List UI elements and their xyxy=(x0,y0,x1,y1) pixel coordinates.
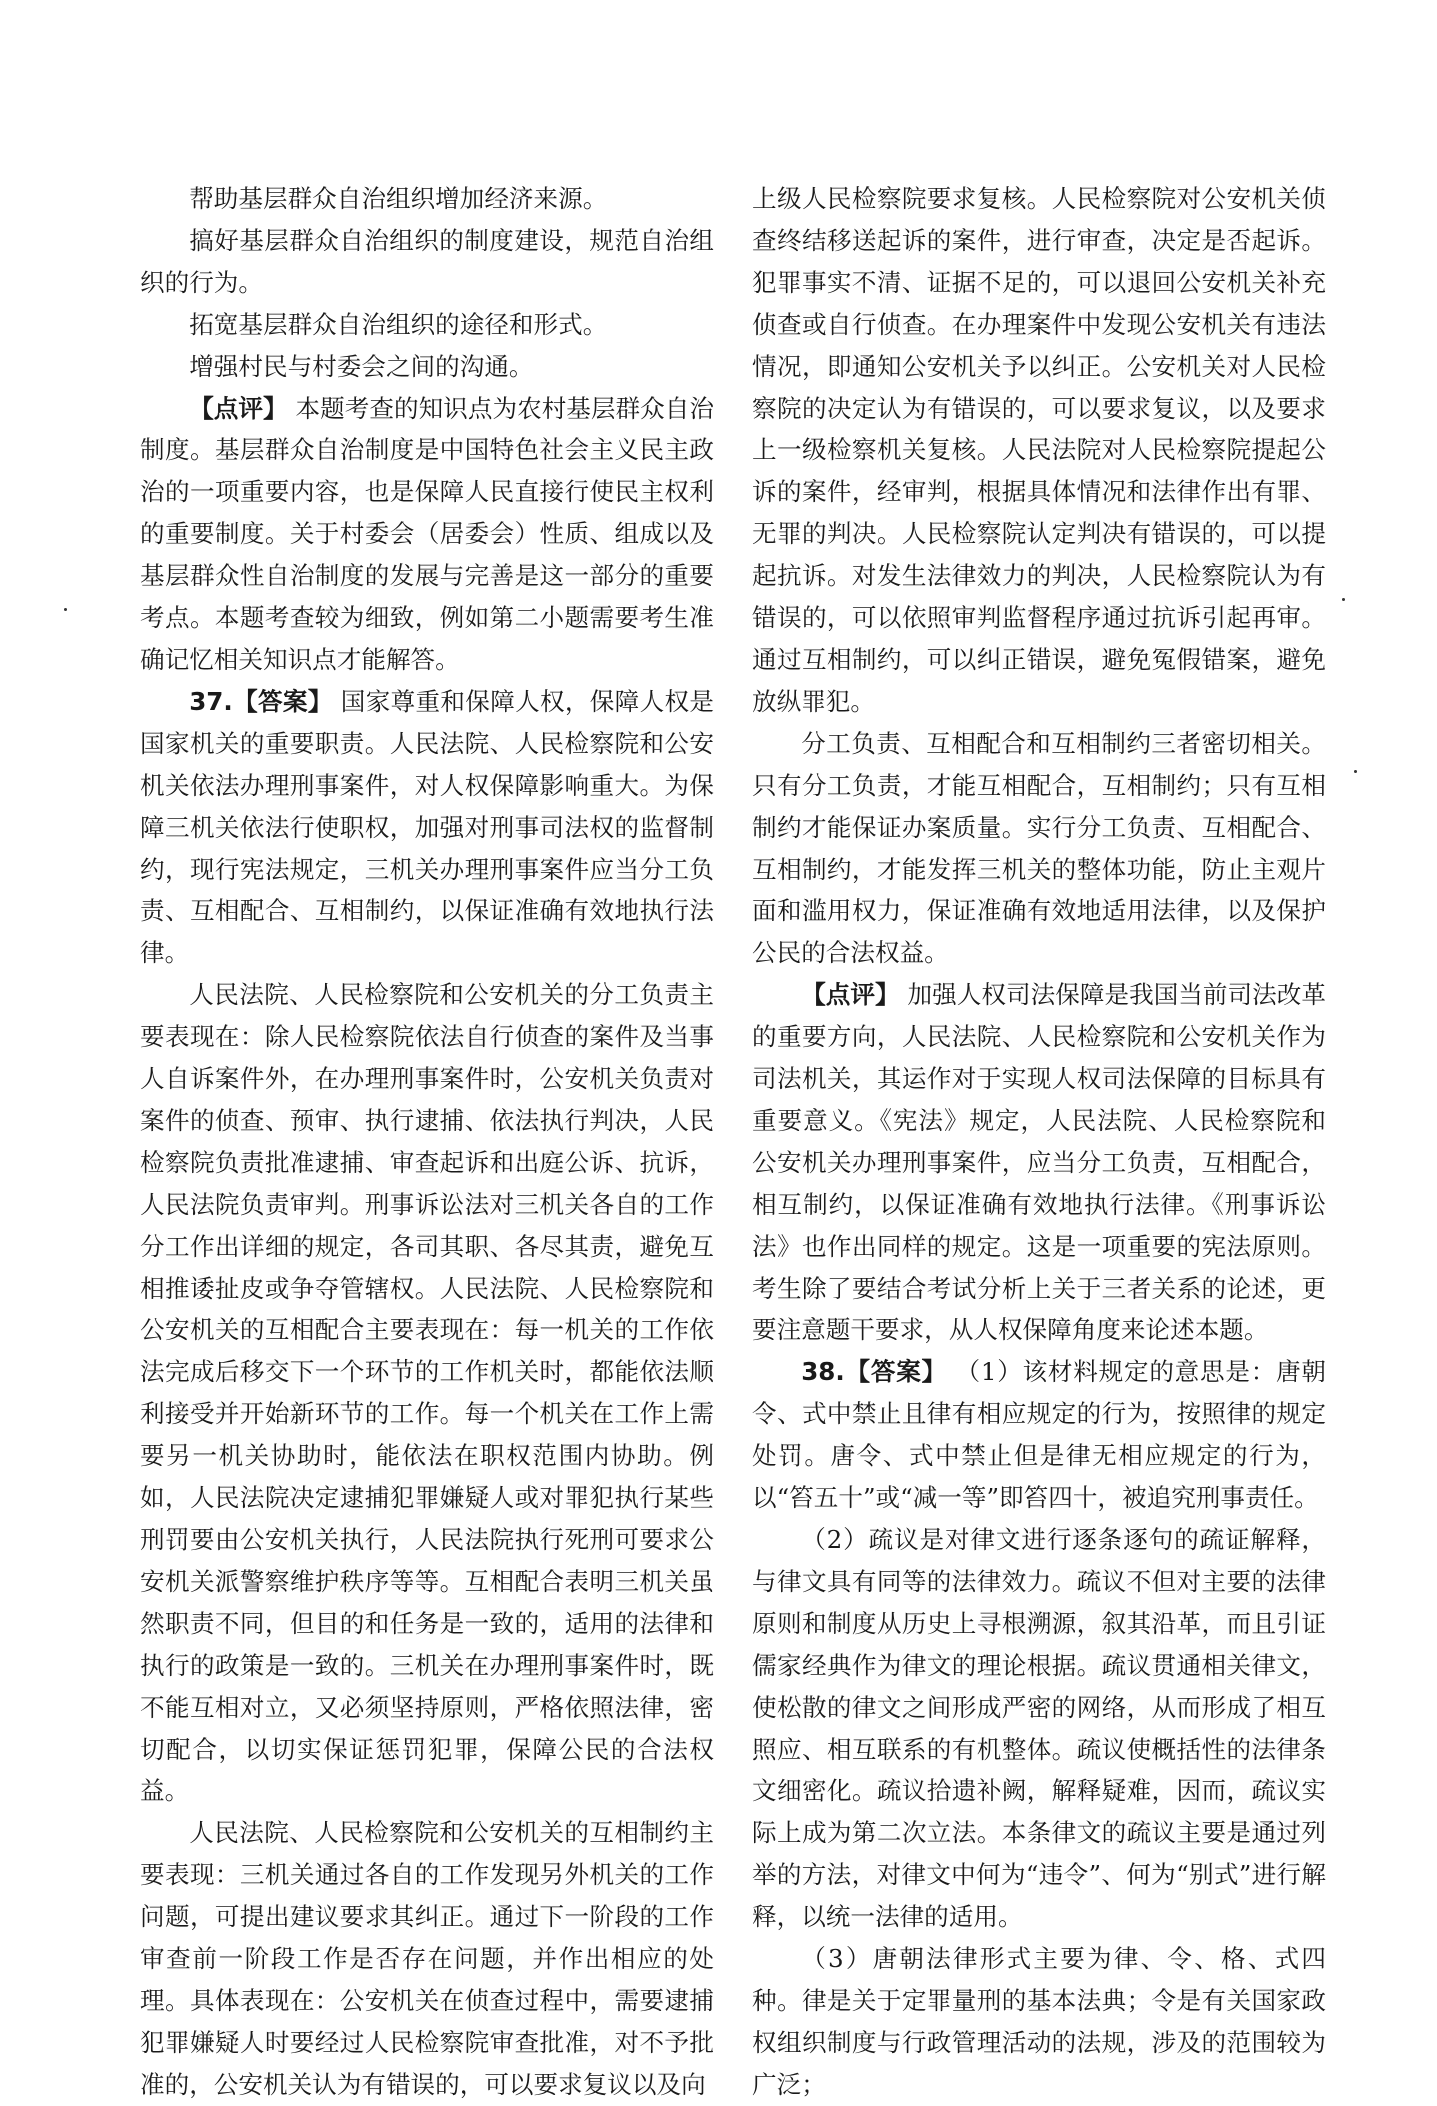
paragraph: 人民法院、人民检察院和公安机关的互相制约主要表现：三机关通过各自的工作发现另外机关的工作问题，可提出建议要求其纠正。通过下一阶段的工作审查前一阶段工作是否存在问题，并作出相应的处理。具体表现在：公安机关在侦查过程中，需要逮捕犯罪嫌疑人时要经过人民检察院审查批准，对不予批准的，公安机关认为有错误的，可以要求复议以及向 xyxy=(140,1818,714,2099)
paragraph: 人民法院、人民检察院和公安机关的分工负责主要表现在：除人民检察院依法自行侦查的案件及当事人自诉案件外，在办理刑事案件时，公安机关负责对案件的侦查、预审、执行逮捕、依法执行判决，人民检察院负责批准逮捕、审查起诉和出庭公诉、抗诉，人民法院负责审判。刑事诉讼法对三机关各自的工作分工作出详细的规定，各司其职、各尽其责，避免互相推诿扯皮或争夺管辖权。人民法院、人民检察院和公安机关的互相配合主要表现在：每一机关的工作依法完成后移交下一个环节的工作机关时，都能依法顺利接受并开始新环节的工作。每一个机关在工作上需要另一机关协助时，能依法在职权范围内协助。例如，人民法院决定逮捕犯罪嫌疑人或对罪犯执行某些刑罚要由公安机关执行，人民法院执行死刑可要求公安机关派警察维护秩序等等。互相配合表明三机关虽然职责不同，但目的和任务是一致的，适用的法律和执行的政策是一致的。三机关在办理刑事案件时，既不能互相对立，又必须坚持原则，严格依照法律，密切配合，以切实保证惩罚犯罪，保障公民的合法权益。 xyxy=(140,980,714,1806)
question-number: 38. xyxy=(801,1357,845,1387)
answer-label: 【答案】 xyxy=(232,686,333,716)
paragraph: 分工负责、互相配合和互相制约三者密切相关。只有分工负责，才能互相配合，互相制约；只有互相制约才能保证办案质量。实行分工负责、互相配合、互相制约，才能发挥三机关的整体功能，防止主观片面和滥用权力，保证准确有效地适用法律，以及保护公民的合法权益。 xyxy=(752,728,1326,968)
commentary-text: 加强人权司法保障是我国当前司法改革的重要方向，人民法院、人民检察院和公安机关作为司法机关，其运作对于实现人权司法保障的目标具有重要意义。《宪法》规定，人民法院、人民检察院和公安机关办理刑事案件，应当分工负责，互相配合，相互制约，以保证准确有效地执行法律。《刑事诉讼法》也作出同样的规定。这是一项重要的宪法原则。考生除了要结合考试分析上关于三者关系的论述，更要注意题干要求，从人权保障角度来论述本题。 xyxy=(752,980,1326,1345)
paragraph: 帮助基层群众自治组织增加经济来源。 xyxy=(189,184,608,213)
answer-text: （1）该材料规定的意思是：唐朝令、式中禁止且律有相应规定的行为，按照律的规定处罚。唐令、式中禁止但是律无相应规定的行为，以“笞五十”或“减一等”即笞四十，被追究刑事责任。 xyxy=(752,1357,1326,1513)
paragraph: 搞好基层群众自治组织的制度建设，规范自治组织的行为。 xyxy=(140,225,714,297)
answer-text: 国家尊重和保障人权，保障人权是国家机关的重要职责。人民法院、人民检察院和公安机关依法办理刑事案件，对人权保障影响重大。为保障三机关依法行使职权，加强对刑事司法权的监督制约，现行宪法规定，三机关办理刑事案件应当分工负责、互相配合、互相制约，以保证准确有效地执行法律。 xyxy=(140,686,714,968)
question-number: 37. xyxy=(189,686,233,716)
paragraph: （3）唐朝法律形式主要为律、令、格、式四种。律是关于定罪量刑的基本法典；令是有关国家政权组织制度与行政管理活动的法规，涉及的范围较为广泛； xyxy=(752,1944,1326,2099)
right-column xyxy=(752,178,1326,2106)
paragraph: （2）疏议是对律文进行逐条逐句的疏证解释，与律文具有同等的法律效力。疏议不但对主要的法律原则和制度从历史上寻根溯源，叙其沿革，而且引证儒家经典作为律文的理论根据。疏议贯通相关律文，使松散的律文之间形成严密的网络，从而形成了相互照应、相互联系的有机整体。疏议使概括性的法律条文细密化。疏议拾遗补阙，解释疑难，因而，疏议实际上成为第二次立法。本条律文的疏议主要是通过列举的方法，对律文中何为“违令”、何为“别式”进行解释，以统一法律的适用。 xyxy=(752,1525,1326,1932)
scan-speck xyxy=(1354,770,1357,773)
commentary-label: 【点评】 xyxy=(189,393,288,423)
paragraph: 拓宽基层群众自治组织的途径和形式。 xyxy=(189,309,608,339)
commentary-paragraph xyxy=(140,388,714,681)
commentary-label: 【点评】 xyxy=(801,980,900,1010)
answer-paragraph xyxy=(752,1351,1326,1519)
scan-speck xyxy=(64,608,67,611)
commentary-paragraph xyxy=(752,974,1326,1351)
answer-paragraph xyxy=(140,681,714,974)
scan-speck xyxy=(1342,598,1345,601)
paragraph-continuation: 上级人民检察院要求复核。人民检察院对公安机关侦查终结移送起诉的案件，进行审查，决定是否起诉。犯罪事实不清、证据不足的，可以退回公安机关补充侦查或自行侦查。在办理案件中发现公安机关有违法情况，即通知公安机关予以纠正。公安机关对人民检察院的决定认为有错误的，可以要求复议，以及要求上一级检察机关复核。人民法院对人民检察院提起公诉的案件，经审判，根据具体情况和法律作出有罪、无罪的判决。人民检察院认定判决有错误的，可以提起抗诉。对发生法律效力的判决，人民检察院认为有错误的，可以依照审判监督程序通过抗诉引起再审。通过互相制约，可以纠正错误，避免冤假错案，避免放纵罪犯。 xyxy=(752,184,1326,716)
left-column xyxy=(140,178,714,2106)
commentary-text: 本题考查的知识点为农村基层群众自治制度。基层群众自治制度是中国特色社会主义民主政治的一项重要内容，也是保障人民直接行使民主权利的重要制度。关于村委会（居委会）性质、组成以及基层群众性自治制度的发展与完善是这一部分的重要考点。本题考查较为细致，例如第二小题需要考生准确记忆相关知识点才能解答。 xyxy=(140,393,714,674)
answer-label: 【答案】 xyxy=(844,1357,947,1387)
paragraph: 增强村民与村委会之间的沟通。 xyxy=(189,351,534,381)
